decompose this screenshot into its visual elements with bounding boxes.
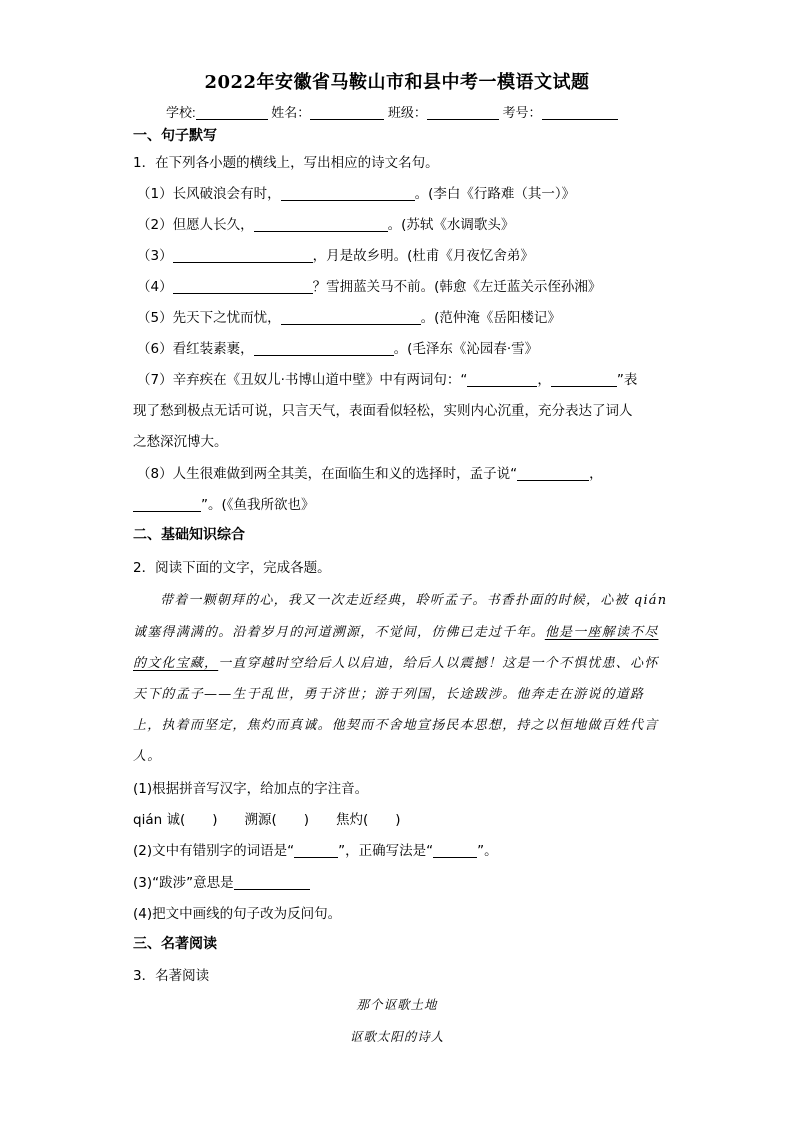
answer-blank[interactable] [294,843,338,858]
answer-blank[interactable] [254,217,388,232]
q1-item-7-line1: （7）辛弃疾在《丑奴儿·书博山道中壁》中有两词句：“ ， ”表 [137,372,638,388]
section-heading-2: 二、基础知识综合 [133,527,245,543]
school-label: 学校: [166,105,196,120]
answer-blank[interactable] [433,843,477,858]
class-label: 班级： [387,105,427,120]
answer-blank[interactable] [173,279,313,294]
answer-blank[interactable] [467,372,537,387]
answer-blank[interactable] [517,466,589,481]
passage-line-3: 的文化宝藏，一直穿越时空给后人以启迪，给后人以震撼！这是一个不惧忧患、心怀 [133,656,659,671]
q1-item-3: （3） ，月是故乡明。(杜甫《月夜忆舍弟》 [137,248,534,264]
section-heading-1: 一、句子默写 [133,128,217,144]
answer-blank[interactable] [281,310,421,325]
question-3-stem: 3．名著阅读 [133,968,210,984]
school-field[interactable] [196,105,268,120]
passage-line-1: 带着一颗朝拜的心，我又一次走近经典，聆听孟子。书香扑面的时候，心被 qián [160,593,668,608]
exam-no-label: 考号： [502,105,542,120]
q1-item-5: （5）先天下之忧而忧， 。(范仲淹《岳阳楼记》 [137,310,561,326]
passage-line-2: 诚塞得满满的。沿着岁月的河道溯源，不觉间，仿佛已走过千年。他是一座解读不尽 [133,625,659,640]
reading-title-2: 讴歌太阳的诗人 [349,1029,445,1044]
section-heading-3: 三、名著阅读 [133,936,217,952]
q1-item-8-line1: （8）人生很难做到两全其美，在面临生和义的选择时，孟子说“ ， [137,466,603,482]
student-info-line [166,102,618,121]
name-field[interactable] [310,105,384,120]
sub-question-1: (1)根据拼音写汉字，给加点的字注音。 [133,781,369,797]
q1-item-4: （4） ？雪拥蓝关马不前。(韩愈《左迁蓝关示侄孙湘》 [137,279,602,295]
q1-item-2: （2）但愿人长久， 。(苏轼《水调歌头》 [137,217,515,233]
answer-blank[interactable] [133,497,201,512]
sub-question-4: (4)把文中画线的句子改为反问句。 [133,906,342,922]
sub-question-3: (3)“跋涉”意思是 [133,871,310,891]
answer-blank[interactable] [234,875,310,890]
answer-blank[interactable] [173,248,313,263]
question-1-stem: 1．在下列各小题的横线上，写出相应的诗文名句。 [133,155,439,171]
underlined-sentence: 的文化宝藏， [133,656,219,671]
question-2-stem: 2．阅读下面的文字，完成各题。 [133,560,331,576]
sub-question-1-blanks[interactable]: qián 诚( ) 溯源( ) 焦灼( ) [133,812,401,828]
passage-line-6: 人。 [133,749,162,764]
page-title: 2022年安徽省马鞍山市和县中考一模语文试题 [204,72,590,93]
answer-blank[interactable] [254,341,394,356]
sub-question-2: (2)文中有错别字的词语是“ ”，正确写法是“ ”。 [133,843,498,859]
class-field[interactable] [427,105,499,120]
q1-item-7-line2: 现了愁到极点无话可说，只言天气，表面看似轻松，实则内心沉重，充分表达了词人 [133,403,633,419]
answer-blank[interactable] [551,372,617,387]
answer-blank[interactable] [281,186,415,201]
reading-title-1: 那个讴歌土地 [356,997,438,1012]
passage-line-5: 上，执着而坚定，焦灼而真诚。他契而不舍地宣扬民本思想，持之以恒地做百姓代言 [133,718,659,733]
name-label: 姓名： [271,105,311,120]
q1-item-1: （1）长风破浪会有时， 。(李白《行路难（其一）》 [137,186,576,202]
underlined-sentence: 他是一座解读不尽 [544,625,659,640]
q1-item-8-line2: ”。(《鱼我所欲也》 [133,493,315,513]
passage-line-4: 天下的孟子——生于乱世，勇于济世；游于列国，长途跋涉。他奔走在游说的道路 [133,687,645,702]
exam-no-field[interactable] [542,105,618,120]
q1-item-6: （6）看红装素裹， 。(毛泽东《沁园春·雪》 [137,341,539,357]
q1-item-7-line3: 之愁深沉博大。 [133,434,228,450]
